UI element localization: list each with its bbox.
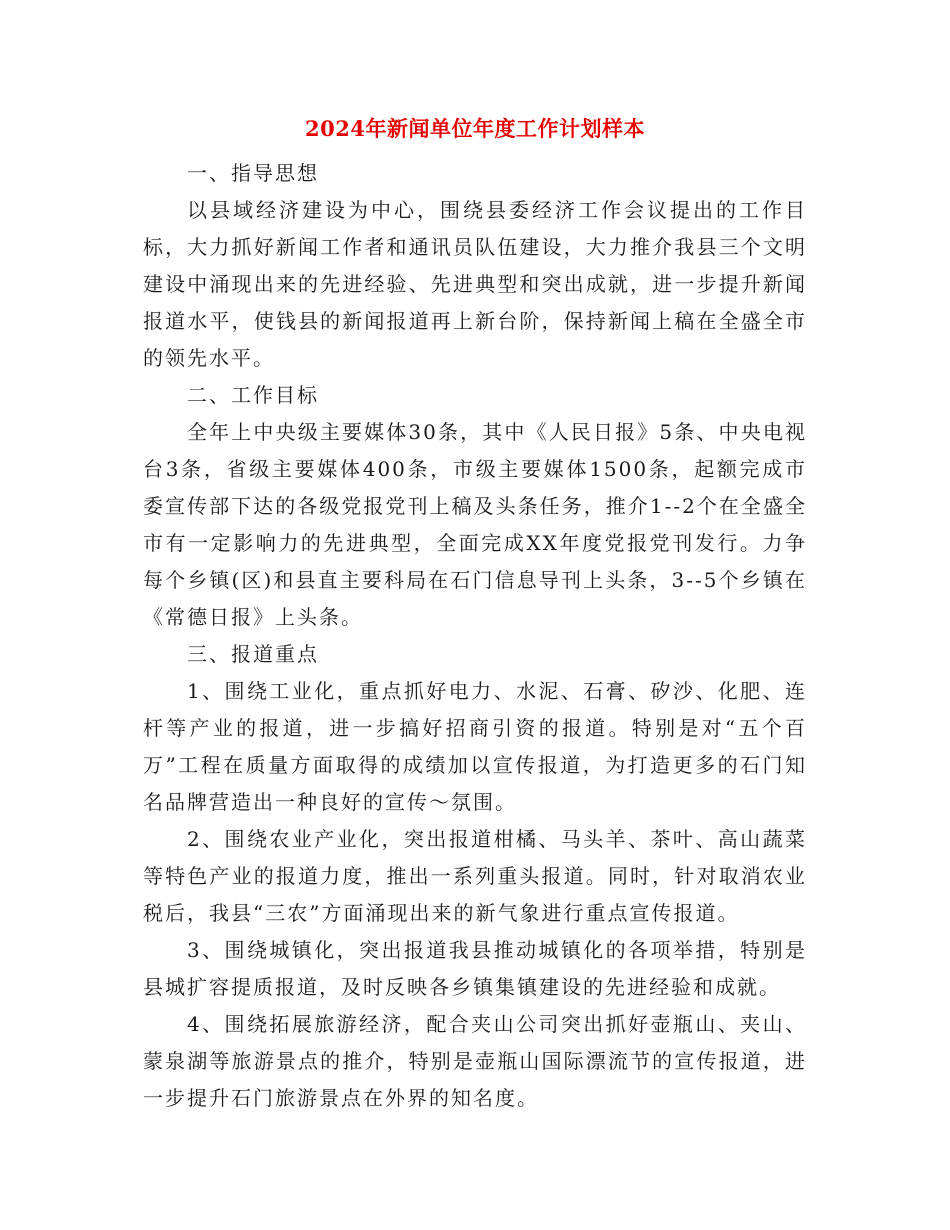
section-heading: 一、指导思想 xyxy=(187,161,319,185)
paragraph: 3、围绕城镇化，突出报道我县推动城镇化的各项举措，特别是县城扩容提质报道，及时反映各乡镇集镇建设的先进经验和成就。 xyxy=(143,938,807,999)
paragraph: 1、围绕工业化，重点抓好电力、水泥、石膏、矽沙、化肥、连杆等产业的报道，进一步搞好招商引资的报道。特别是对“五个百万”工程在质量方面取得的成绩加以宣传报道，为打造更多的石门知名品牌营造出一种良好的宣传～氛围。 xyxy=(143,679,807,814)
document-title: 2024年新闻单位年度工作计划样本 xyxy=(305,116,645,141)
section-heading: 三、报道重点 xyxy=(187,642,319,666)
paragraph: 全年上中央级主要媒体30条，其中《人民日报》5条、中央电视台3条，省级主要媒体400条，市级主要媒体1500条，起额完成市委宣传部下达的各级党报党刊上稿及头条任务，推介1--2个在全盛全市有一定影响力的先进典型，全面完成XX年度党报党刊发行。力争每个乡镇(区)和县直主要科局在石门信息导刊上头条，3--5个乡镇在《常德日报》上头条。 xyxy=(143,420,807,629)
paragraph: 以县域经济建设为中心，围绕县委经济工作会议提出的工作目标，大力抓好新闻工作者和通讯员队伍建设，大力推介我县三个文明建设中涌现出来的先进经验、先进典型和突出成就，进一步提升新闻报道水平，使钱县的新闻报道再上新台阶，保持新闻上稿在全盛全市的领先水平。 xyxy=(143,198,807,370)
section-heading: 二、工作目标 xyxy=(187,383,319,407)
paragraph: 2、围绕农业产业化，突出报道柑橘、马头羊、茶叶、高山蔬菜等特色产业的报道力度，推出一系列重头报道。同时，针对取消农业税后，我县“三农”方面涌现出来的新气象进行重点宣传报道。 xyxy=(143,827,807,925)
paragraph: 4、围绕拓展旅游经济，配合夹山公司突出抓好壶瓶山、夹山、蒙泉湖等旅游景点的推介，特别是壶瓶山国际漂流节的宣传报道，进一步提升石门旅游景点在外界的知名度。 xyxy=(143,1012,807,1110)
document-body xyxy=(143,155,807,1117)
